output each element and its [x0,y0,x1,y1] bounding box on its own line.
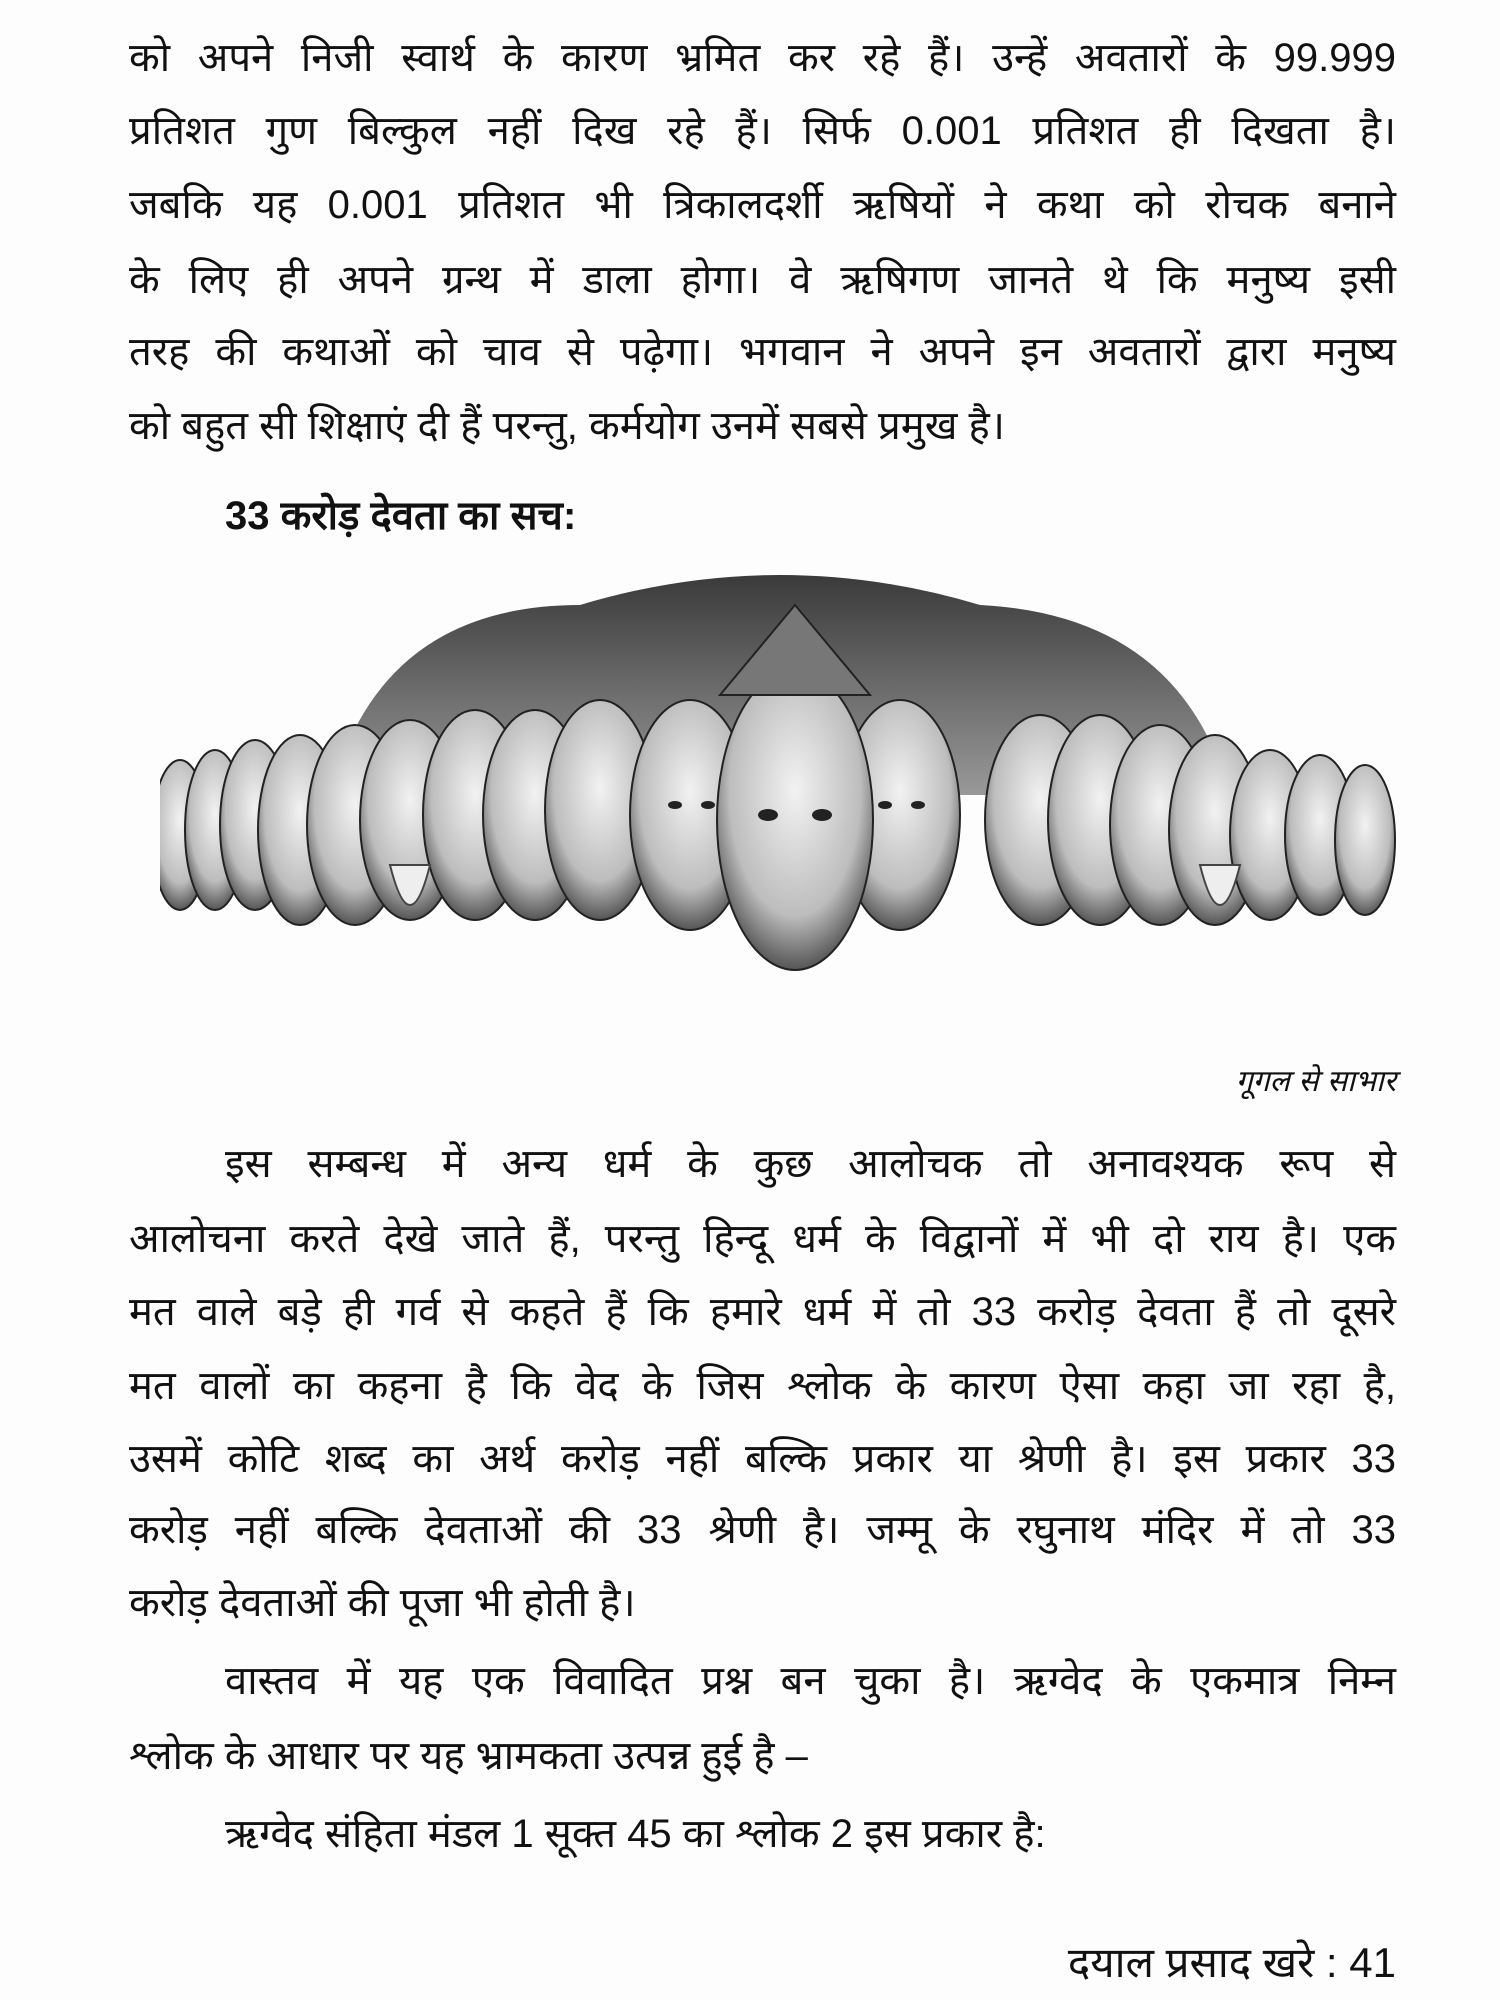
paragraph1-line: प्रतिशत गुण बिल्कुल नहीं दिख रहे हैं। सिर्फ 0.001 प्रतिशत ही दिखता है। [129,109,1396,153]
paragraph2-line: करोड़ देवताओं की पूजा भी होती है। [129,1581,636,1625]
paragraph1-line: को अपने निजी स्वार्थ के कारण भ्रमित कर रहे हैं। उन्हें अवतारों के 99.999 [129,36,1396,80]
paragraph4-line: ऋग्वेद संहिता मंडल 1 सूक्त 45 का श्लोक 2 इस प्रकार है: [225,1812,1046,1856]
paragraph2-line: उसमें कोटि शब्द का अर्थ करोड़ नहीं बल्कि प्रकार या श्रेणी है। इस प्रकार 33 [129,1437,1396,1481]
paragraph1-line: जबकि यह 0.001 प्रतिशत भी त्रिकालदर्शी ऋषियों ने कथा को रोचक बनाने [129,183,1396,227]
paragraph2-line: इस सम्बन्ध में अन्य धर्म के कुछ आलोचक तो अनावश्यक रूप से [225,1142,1396,1186]
paragraph3-line: वास्तव में यह एक विवादित प्रश्न बन चुका है। ऋग्वेद के एकमात्र निम्न [225,1659,1396,1703]
paragraph2-line: करोड़ नहीं बल्कि देवताओं की 33 श्रेणी है। जम्मू के रघुनाथ मंदिर में तो 33 [129,1508,1396,1552]
paragraph1-line: को बहुत सी शिक्षाएं दी हैं परन्तु, कर्मयोग उनमें सबसे प्रमुख है। [129,404,1005,448]
paragraph1-line: तरह की कथाओं को चाव से पढ़ेगा। भगवान ने अपने इन अवतारों द्वारा मनुष्य [129,330,1396,374]
paragraph2-line: मत वालों का कहना है कि वेद के जिस श्लोक के कारण ऐसा कहा जा रहा है, [129,1364,1396,1408]
section-heading: 33 करोड़ देवता का सच: [225,494,577,538]
image-caption: गूगल से साभार [1235,1065,1396,1098]
paragraph3-line: श्लोक के आधार पर यह भ्रामकता उत्पन्न हुई है – [129,1734,808,1778]
paragraph1-line: के लिए ही अपने ग्रन्थ में डाला होगा। वे ऋषिगण जानते थे कि मनुष्य इसी [129,258,1396,302]
deities-illustration [160,565,1400,1015]
page-footer: दयाल प्रसाद खरे : 41 [1067,1939,1396,1986]
paragraph2-line: मत वाले बड़े ही गर्व से कहते हैं कि हमारे धर्म में तो 33 करोड़ देवता हैं तो दूसरे [129,1290,1396,1334]
paragraph2-line: आलोचना करते देखे जाते हैं, परन्तु हिन्दू धर्म के विद्वानों में भी दो राय है। एक [129,1217,1396,1261]
